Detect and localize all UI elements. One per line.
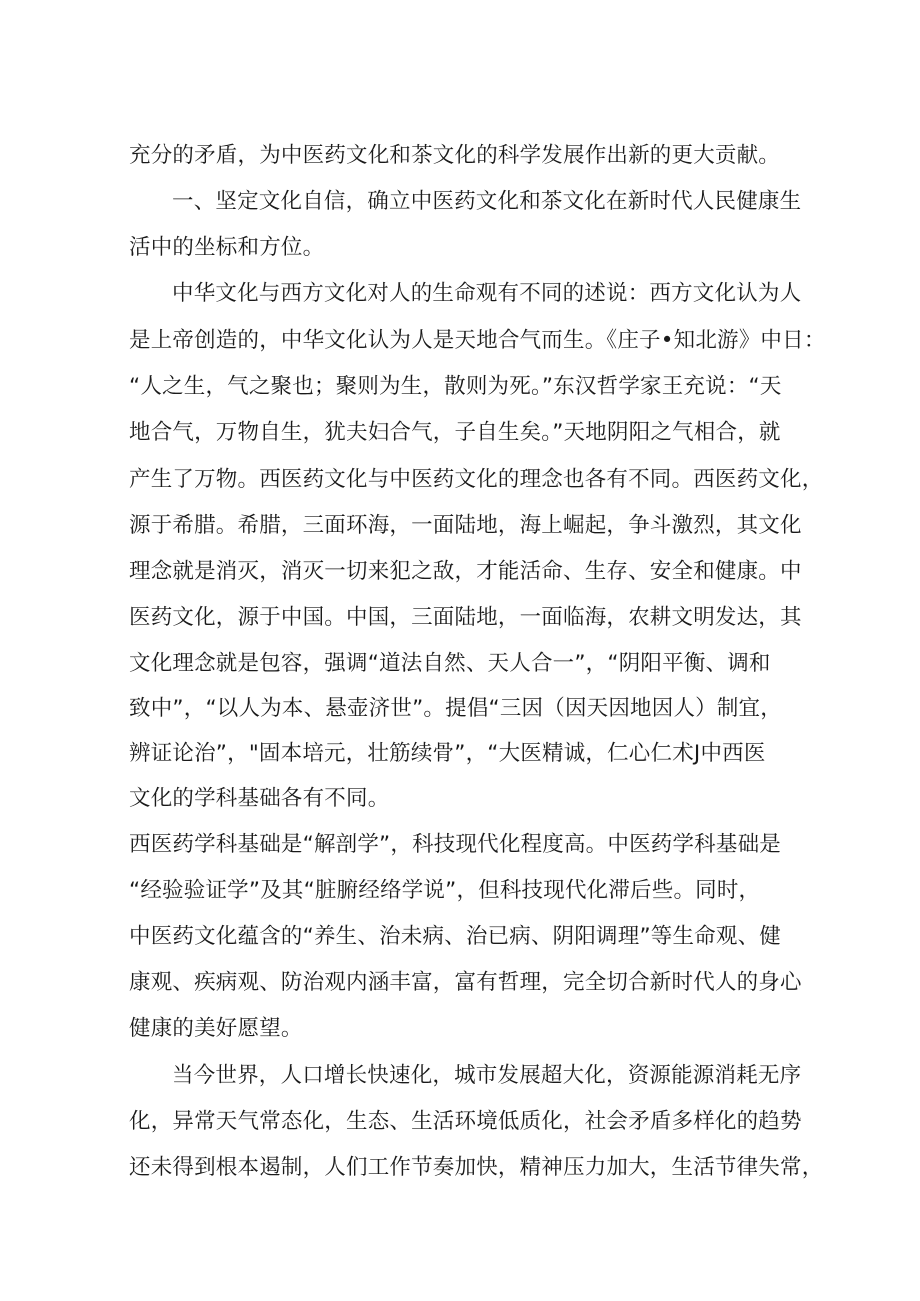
paragraph-line: 源于希腊。希腊，三面环海，一面陆地，海上崛起，争斗激烈，其文化 xyxy=(129,513,802,538)
paragraph-line: 中医药文化蕴含的“养生、治未病、治已病、阴阳调理”等生命观、健 xyxy=(129,924,781,949)
paragraph-line: 辨证论治”，"固本培元，壮筋续骨”，“大医精诚，仁心仁术J中西医 xyxy=(129,741,766,766)
section-heading-line: 活中的坐标和方位。 xyxy=(129,235,325,260)
paragraph-line: 文化的学科基础各有不同。 xyxy=(129,786,390,811)
paragraph-line: 当今世界，人口增长快速化，城市发展超大化，资源能源消耗无序 xyxy=(172,1063,802,1088)
paragraph-line: 产生了万物。西医药文化与中医药文化的理念也各有不同。西医药文化， xyxy=(129,467,824,492)
section-heading-line: 一、坚定文化自信，确立中医药文化和茶文化在新时代人民健康生 xyxy=(172,189,802,214)
paragraph-line: 致中”，“以人为本、悬壶济世”。提倡“三因（因天因地因人）制宜， xyxy=(129,696,782,721)
paragraph-line: “人之生，气之聚也；聚则为生，散则为死。”东汉哲学家王充说：“天 xyxy=(129,374,782,399)
paragraph-line: 中华文化与西方文化对人的生命观有不同的述说：西方文化认为人 xyxy=(172,281,802,306)
paragraph-line: 健康的美好愿望。 xyxy=(129,1016,303,1041)
paragraph-line: 理念就是消灭，消灭一切来犯之敌，才能活命、生存、安全和健康。中 xyxy=(129,559,802,584)
paragraph-line: “经验验证学”及其“脏腑经络学说”，但科技现代化滞后些。同时， xyxy=(129,878,761,903)
paragraph-line: 是上帝创造的，中华文化认为人是天地合气而生。《庄子•知北游》中日： xyxy=(129,328,826,353)
paragraph-line: 充分的矛盾，为中医药文化和茶文化的科学发展作出新的更大贡献。 xyxy=(129,143,781,168)
paragraph-line: 地合气，万物自生，犹夫妇合气，子自生矣。”天地阴阳之气相合，就 xyxy=(129,420,781,445)
paragraph-line: 医药文化，源于中国。中国，三面陆地，一面临海，农耕文明发达，其 xyxy=(129,605,802,630)
paragraph-line: 还未得到根本遏制，人们工作节奏加快，精神压力加大，生活节律失常， xyxy=(129,1155,824,1180)
paragraph-line: 化，异常天气常态化，生态、生活环境低质化，社会矛盾多样化的趋势 xyxy=(129,1109,802,1134)
paragraph-line: 西医药学科基础是“解剖学”，科技现代化程度高。中医药学科基础是 xyxy=(129,832,781,857)
paragraph-line: 文化理念就是包容，强调“道法自然、天人合一”，“阴阳平衡、调和 xyxy=(129,651,771,676)
paragraph-line: 康观、疾病观、防治观内涵丰富，富有哲理，完全切合新时代人的身心 xyxy=(129,970,802,995)
